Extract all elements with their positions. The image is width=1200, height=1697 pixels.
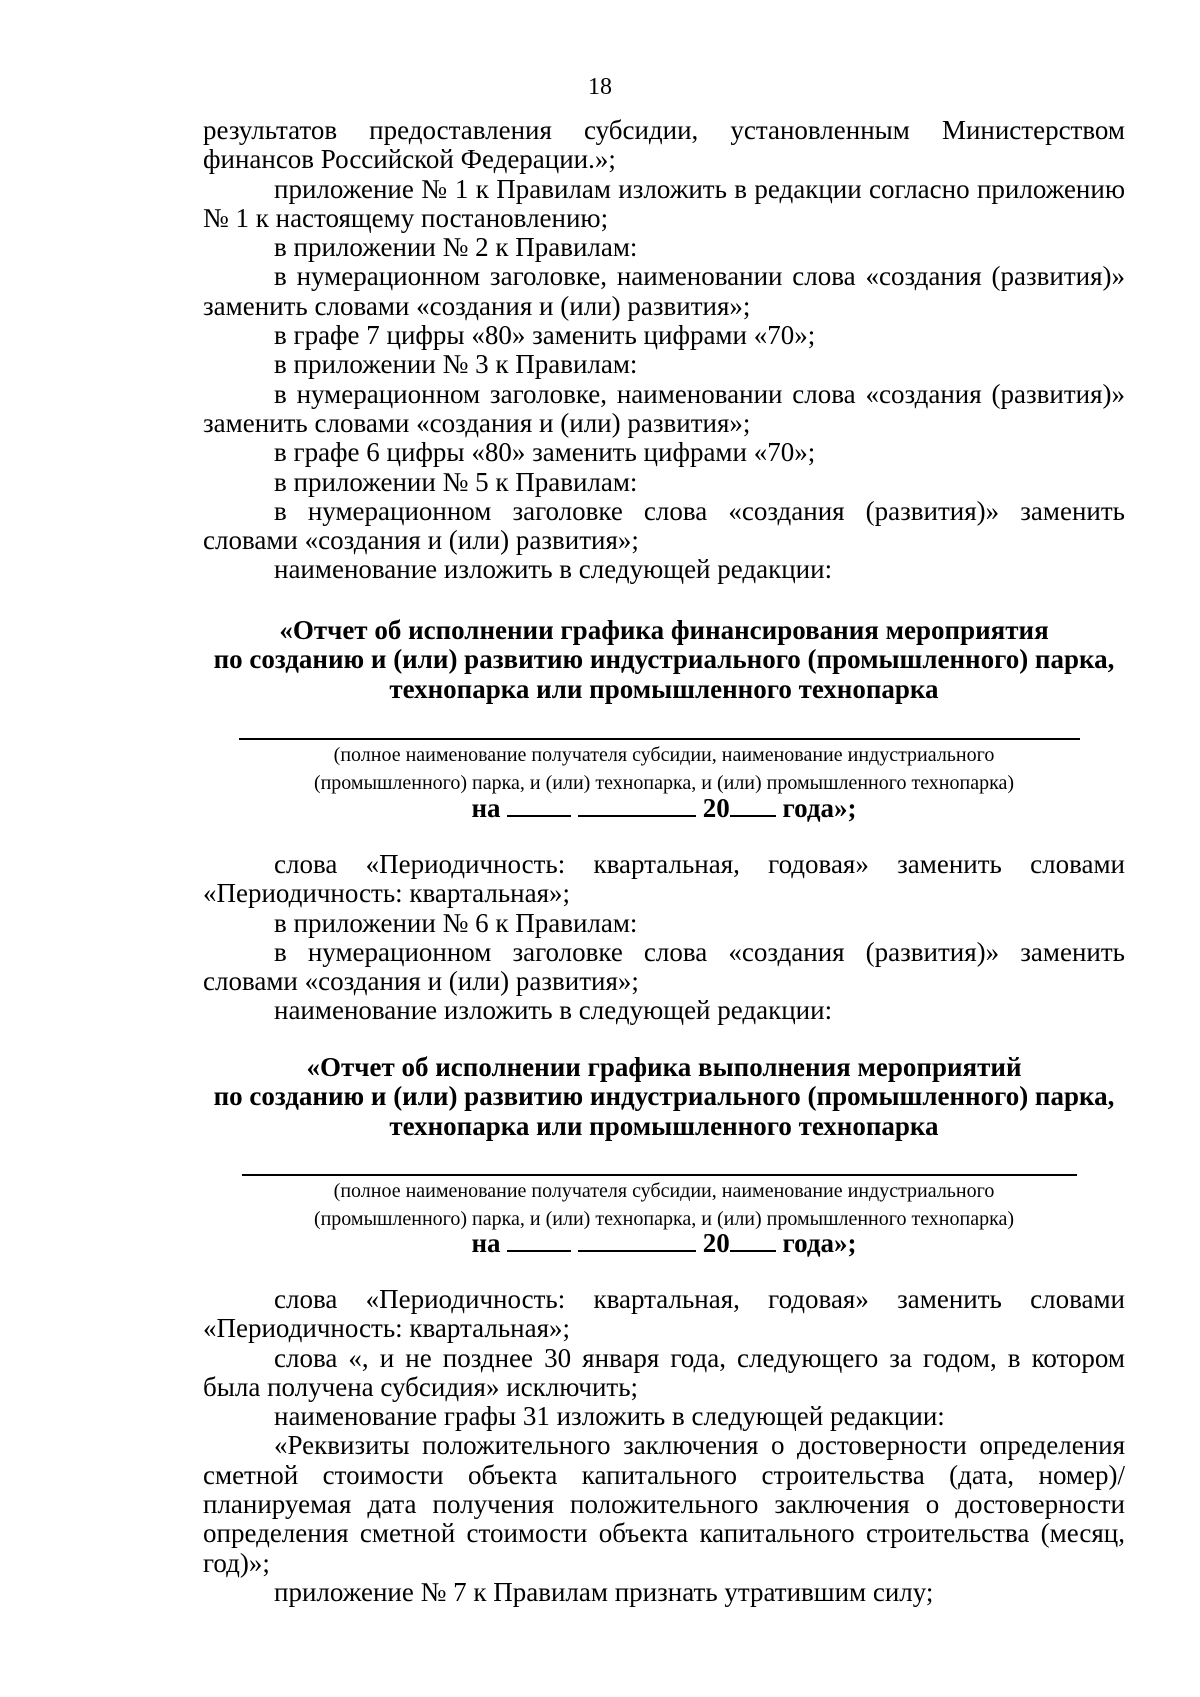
paragraph: в приложении № 5 к Правилам: bbox=[274, 466, 638, 497]
caption-line: (полное наименование получателя субсидии, наименование индустриального bbox=[333, 744, 995, 766]
paragraph: в приложении № 3 к Правилам: bbox=[274, 349, 638, 380]
heading-line: по созданию и (или) развитию индустриального (промышленного) парка, bbox=[213, 1081, 1115, 1112]
year-blank bbox=[730, 793, 776, 817]
caption-line: (промышленного) парка, и (или) технопарка, и (или) промышленного технопарка) bbox=[313, 1208, 1015, 1230]
paragraph: в нумерационном заголовке, наименовании слова «создания (развития)» заменить словами «создания и (или) развития»; bbox=[203, 378, 1125, 438]
page-number: 18 bbox=[588, 74, 612, 100]
fill-in-line bbox=[239, 738, 1080, 740]
paragraph: в нумерационном заголовке слова «создания (развития)» заменить словами «создания и (или) развития»; bbox=[203, 936, 1125, 997]
paragraph: наименование изложить в следующей редакции: bbox=[274, 554, 833, 585]
paragraph: приложение № 1 к Правилам изложить в редакции согласно приложению № 1 к настоящему постановлению; bbox=[203, 173, 1125, 233]
paragraph: наименование изложить в следующей редакции: bbox=[274, 995, 833, 1026]
paragraph: в приложении № 6 к Правилам: bbox=[274, 907, 638, 938]
period-suffix: года»; bbox=[782, 793, 857, 823]
paragraph: слова «Периодичность: квартальная, годовая» заменить словами «Периодичность: квартальная»; bbox=[203, 849, 1125, 909]
heading-line: технопарка или промышленного технопарка bbox=[389, 1110, 939, 1141]
year-prefix: 20 bbox=[702, 1228, 730, 1258]
period-prefix: на bbox=[471, 1228, 501, 1258]
paragraph: приложение № 7 к Правилам признать утратившим силу; bbox=[274, 1576, 934, 1607]
report-heading-1 bbox=[203, 616, 1125, 704]
caption-line: (промышленного) парка, и (или) технопарка, и (или) промышленного технопарка) bbox=[313, 772, 1015, 794]
paragraph: в нумерационном заголовке слова «создания (развития)» заменить словами «создания и (или) развития»; bbox=[203, 495, 1125, 556]
paragraph: результатов предоставления субсидии, установленным Министерством финансов Российской Федерации.»; bbox=[203, 115, 1125, 175]
heading-line: «Отчет об исполнении графика финансирования мероприятия bbox=[279, 615, 1049, 645]
heading-line: технопарка или промышленного технопарка bbox=[389, 673, 939, 704]
paragraph: в приложении № 2 к Правилам: bbox=[274, 232, 638, 263]
heading-line: «Отчет об исполнении графика выполнения мероприятий bbox=[306, 1052, 1022, 1082]
year-blank bbox=[730, 1228, 776, 1252]
month-blank bbox=[578, 793, 696, 817]
body-text-block-2 bbox=[203, 850, 1125, 1026]
report-period-line-2 bbox=[203, 1228, 1125, 1258]
paragraph: «Реквизиты положительного заключения о достоверности определения сметной стоимости объекта капитального строительства (дата, номер)/планируемая дата получения положительного заключения о достоверности определения сметной стоимости объекта капитального строительства (месяц, год)»; bbox=[203, 1430, 1125, 1578]
period-prefix: на bbox=[471, 793, 501, 823]
recipient-caption-2 bbox=[203, 1177, 1125, 1233]
report-period-line-1 bbox=[203, 793, 1125, 823]
month-blank bbox=[578, 1228, 696, 1252]
report-heading-2 bbox=[203, 1053, 1125, 1141]
day-blank bbox=[507, 1228, 571, 1252]
paragraph: слова «Периодичность: квартальная, годовая» заменить словами «Периодичность: квартальная»; bbox=[203, 1284, 1125, 1344]
body-text-block-3 bbox=[203, 1285, 1125, 1607]
paragraph: слова «, и не позднее 30 января года, следующего за годом, в котором была получена субсидия» исключить; bbox=[203, 1342, 1125, 1402]
period-suffix: года»; bbox=[782, 1228, 857, 1258]
day-blank bbox=[507, 793, 571, 817]
paragraph: в графе 6 цифры «80» заменить цифрами «70»; bbox=[274, 437, 816, 468]
year-prefix: 20 bbox=[702, 793, 730, 823]
heading-line: по созданию и (или) развитию индустриального (промышленного) парка, bbox=[213, 644, 1115, 675]
recipient-caption-1 bbox=[203, 741, 1125, 797]
paragraph: в нумерационном заголовке, наименовании слова «создания (развития)» заменить словами «создания и (или) развития»; bbox=[203, 261, 1125, 321]
body-text-block-1 bbox=[203, 116, 1125, 585]
caption-line: (полное наименование получателя субсидии, наименование индустриального bbox=[333, 1180, 995, 1202]
paragraph: в графе 7 цифры «80» заменить цифрами «70»; bbox=[274, 320, 816, 351]
paragraph: наименование графы 31 изложить в следующей редакции: bbox=[274, 1401, 945, 1432]
fill-in-line bbox=[242, 1174, 1077, 1176]
